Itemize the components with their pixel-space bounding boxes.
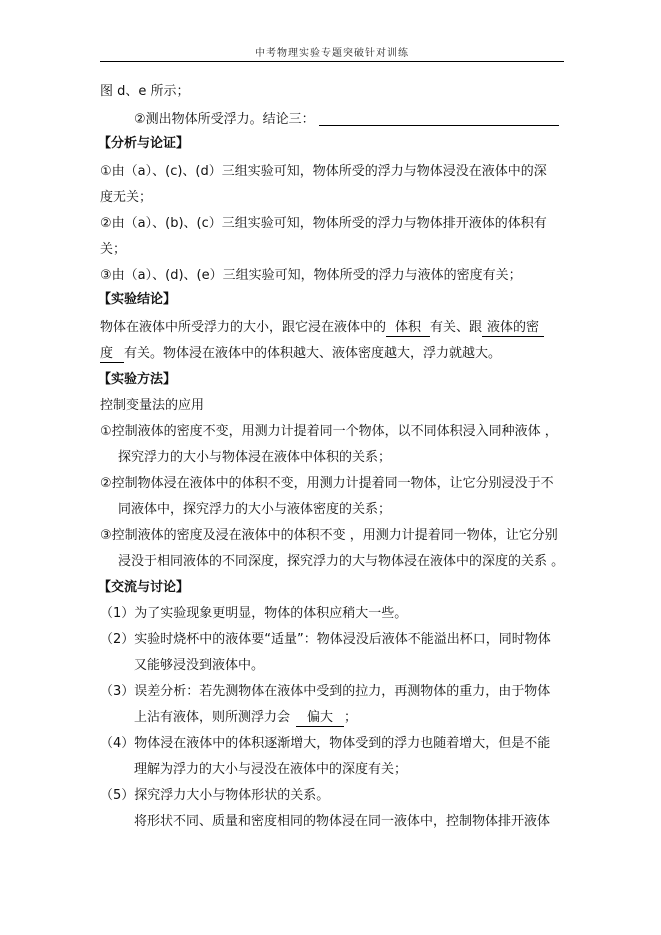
discussion-item3-line2 [134,708,600,728]
conclusion-three-blank [319,111,559,126]
conclusion-line2-b: 有关。物体浸在液体中的体积越大、液体密度越大，浮力就越大。 [124,346,502,361]
method-item3-line2: 浸没于相同液体的不同深度，探究浮力的大与物体浸在液体中的深度的关系 。 [118,554,565,569]
discussion-item2-line2: 又能够浸没到液体中。 [134,658,265,673]
method-item1-line1: ①控制液体的密度不变，用测力计提着同一个物体，以不同体积浸入同种液体 ， [100,424,558,439]
discussion-item3-line2-b: ； [344,710,358,725]
conclusion-line1 [100,318,566,338]
analysis-item2-line2: 关； [100,242,127,257]
bias-blank: 偏大 [296,710,344,727]
method-heading: 【实验方法】 [98,372,177,387]
discussion-item5: （5）探究浮力大小与物体形状的关系。 [100,788,330,803]
analysis-heading: 【分析与论证】 [98,136,190,151]
discussion-heading: 【交流与讨论】 [98,580,190,595]
header-rule [100,61,564,62]
discussion-item4-line2: 理解为浮力的大小与浸没在液体中的深度有关； [134,762,408,777]
analysis-item1-line2: 度无关； [100,190,153,205]
conclusion-line2 [100,344,566,364]
discussion-item2-line1: （2）实验时烧杯中的液体要“适量”：物体浸没后液体不能溢出杯口，同时物体 [100,632,551,647]
conclusion-line1-a: 物体在液体中所受浮力的大小，跟它浸在液体中的 [100,320,387,335]
analysis-item3-line1: ③由（a）、(d)、(e）三组实验可知，物体所受的浮力与液体的密度有关； [100,268,522,283]
discussion-item3-line2-a: 上沾有液体，则所测浮力会 [134,710,291,725]
volume-blank: 体积 [386,320,430,337]
analysis-item1-line1: ①由（a）、(c)、(d）三组实验可知，物体所受的浮力与物体浸没在液体中的深 [100,164,547,179]
conclusion-line1-b: 有关、跟 [430,320,483,335]
conclusion-heading: 【实验结论】 [98,292,177,307]
analysis-item2-line1: ②由（a）、(b)、(c）三组实验可知，物体所受的浮力与物体排开液体的体积有 [100,216,547,231]
discussion-item3-line1: （3）误差分析：若先测物体在液体中受到的拉力，再测物体的重力，由于物体 [100,684,551,699]
intro-line-2 [134,110,564,130]
method-item3-line1: ③控制液体的密度及浸在液体中的体积不变 ，用测力计提着同一物体，让它分别 [100,528,558,543]
density-blank-part2: 度 [100,346,124,363]
method-item1-line2: 探究浮力的大小与物体浸在液体中体积的关系； [118,450,392,465]
density-blank-part1: 液体的密 [482,320,544,337]
discussion-item4-line1: （4）物体浸在液体中的体积逐渐增大，物体受到的浮力也随着增大，但是不能 [100,736,551,751]
method-item2-line1: ②控制物体浸在液体中的体积不变，用测力计提着同一物体，让它分别浸没于不 [100,476,554,491]
intro-line-2-text: ②测出物体所受浮力。结论三： [134,112,315,127]
discussion-item1: （1）为了实验现象更明显，物体的体积应稍大一些。 [100,606,408,621]
discussion-item5-detail: 将形状不同、质量和密度相同的物体浸在同一液体中，控制物体排开液体 [134,814,551,829]
page-header: 中考物理实验专题突破针对训练 [255,48,409,59]
method-item2-line2: 同液体中，探究浮力的大小与液体密度的关系； [118,502,392,517]
intro-line-1: 图 d、e 所示； [100,84,190,99]
method-subtitle: 控制变量法的应用 [100,398,205,413]
